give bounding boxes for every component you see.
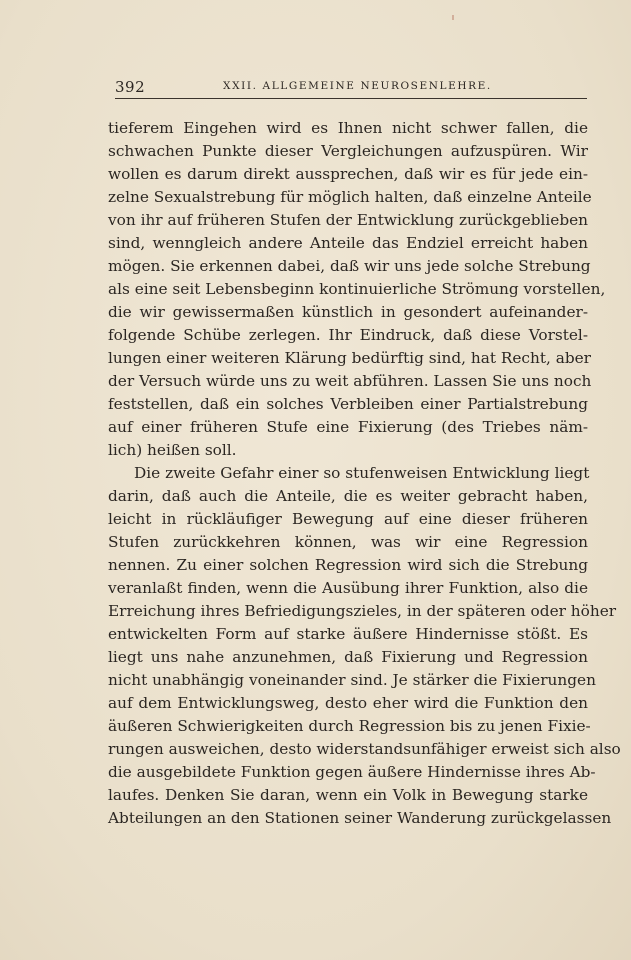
page-header [115, 76, 587, 99]
text-line: Abteilungen an den Stationen seiner Wanderung zurückgelassen [108, 809, 612, 827]
running-head: XXII. ALLGEMEINE NEUROSENLEHRE. [223, 80, 492, 92]
page-number: 392 [115, 78, 146, 96]
text-line: auf dem Entwicklungsweg, desto eher wird die Funktion den [108, 694, 588, 712]
text-line: die ausgebildete Funktion gegen äußere Hindernisse ihres Ab- [108, 763, 596, 781]
text-line: die wir gewissermaßen künstlich in gesondert aufeinander- [108, 303, 588, 321]
text-line: leicht in rückläufiger Bewegung auf eine dieser früheren [108, 510, 588, 528]
text-line: rungen ausweichen, desto widerstandsunfähiger erweist sich also [108, 740, 621, 758]
text-line: äußeren Schwierigkeiten durch Regression bis zu jenen Fixie- [108, 717, 591, 735]
text-line: von ihr auf früheren Stufen der Entwicklung zurückgeblieben [108, 211, 589, 229]
text-line: entwickelten Form auf starke äußere Hindernisse stößt. Es [108, 625, 588, 643]
text-line: folgende Schübe zerlegen. Ihr Eindruck, daß diese Vorstel- [108, 326, 588, 344]
text-line: schwachen Punkte dieser Vergleichungen aufzuspüren. Wir [108, 142, 588, 160]
text-line: zelne Sexualstrebung für möglich halten, daß einzelne Anteile [108, 188, 592, 206]
text-line: als eine seit Lebensbeginn kontinuierliche Strömung vorstellen, [108, 280, 606, 298]
text-line: darin, daß auch die Anteile, die es weiter gebracht haben, [108, 487, 588, 505]
text-line: liegt uns nahe anzunehmen, daß Fixierung und Regression [108, 648, 588, 666]
text-line: wollen es darum direkt aussprechen, daß wir es für jede ein- [108, 165, 588, 183]
text-line: veranlaßt finden, wenn die Ausübung ihrer Funktion, also die [108, 579, 588, 597]
text-line: feststellen, daß ein solches Verbleiben einer Partialstrebung [108, 395, 588, 413]
text-line: Erreichung ihres Befriedigungszieles, in der späteren oder höher [108, 602, 617, 620]
text-line: sind, wenngleich andere Anteile das Endziel erreicht haben [108, 234, 588, 252]
text-line: tieferem Eingehen wird es Ihnen nicht schwer fallen, die [108, 119, 588, 137]
ink-speck [452, 15, 454, 20]
text-line: Stufen zurückkehren können, was wir eine Regression [108, 533, 588, 551]
text-line: auf einer früheren Stufe eine Fixierung (des Triebes näm- [108, 418, 588, 436]
text-line: nicht unabhängig voneinander sind. Je stärker die Fixierungen [108, 671, 596, 689]
paragraph-start-line: Die zweite Gefahr einer so stufenweisen Entwicklung liegt [134, 464, 590, 482]
text-line: mögen. Sie erkennen dabei, daß wir uns jede solche Strebung [108, 257, 591, 275]
text-line: laufes. Denken Sie daran, wenn ein Volk in Bewegung starke [108, 786, 588, 804]
text-line: lungen einer weiteren Klärung bedürftig sind, hat Recht, aber [108, 349, 591, 367]
text-line: nennen. Zu einer solchen Regression wird sich die Strebung [108, 556, 588, 574]
paragraph-end-line: lich) heißen soll. [108, 441, 237, 459]
text-line: der Versuch würde uns zu weit abführen. Lassen Sie uns noch [108, 372, 592, 390]
body-text [108, 117, 621, 830]
